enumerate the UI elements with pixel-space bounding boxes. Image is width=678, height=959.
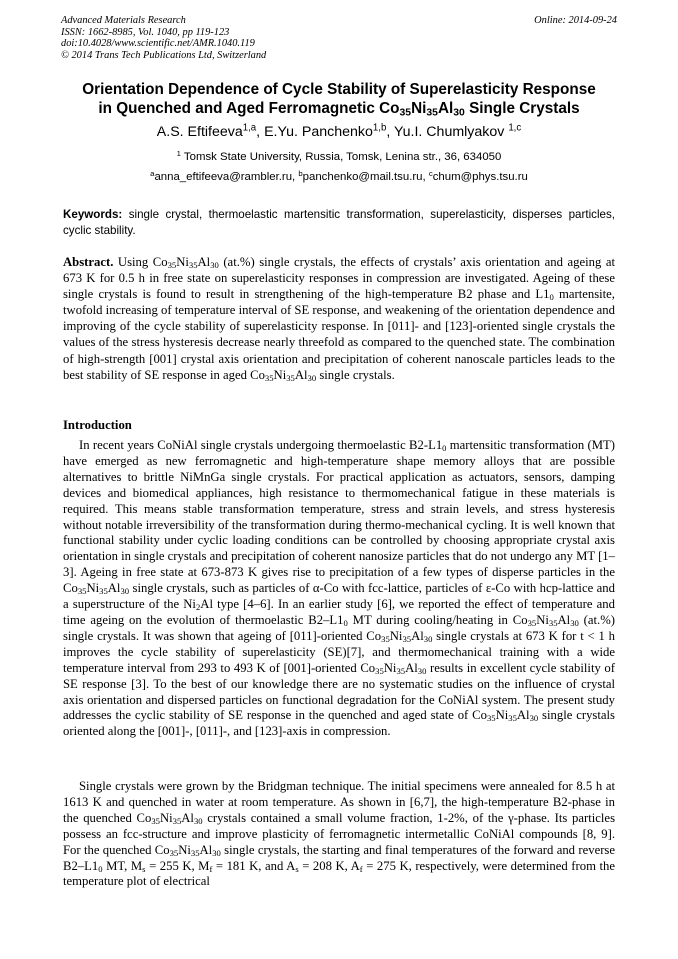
subscript: 35 (402, 634, 412, 645)
subscript: 30 (417, 665, 427, 676)
subscript: 35 (396, 665, 406, 676)
paragraph-text: Al (405, 660, 418, 675)
paragraph-text: In recent years CoNiAl single crystals undergoing thermoelastic B2-L1 (79, 438, 443, 452)
author-name: Yu.I. Chumlyakov (393, 124, 509, 140)
paragraph-text: = 275 K, respectively, were determined from the temperature plot of electrical (63, 858, 615, 889)
email-link[interactable]: chum@phys.tsu.ru (432, 171, 528, 183)
author-affiliation-mark: 1,c (508, 122, 522, 134)
author-affiliation-mark: 1,b (372, 122, 387, 134)
subscript: 35 (77, 586, 87, 597)
subscript: f (359, 863, 363, 874)
subscript: 2 (195, 602, 201, 613)
intro-paragraph-1 (63, 438, 615, 740)
subscript: 35 (381, 634, 390, 645)
paragraph-text: Al (557, 612, 571, 627)
paragraph-text: Ni (178, 842, 191, 857)
author-emails: $^a$anna_eftifeeva@rambler.ru, $^b$panchenko@mail.tsu.ru, $^c$chum@phys.tsu.ru (150, 168, 528, 183)
paragraph-text: Al (516, 708, 530, 723)
subscript: 35 (190, 847, 200, 858)
paper-title (40, 80, 638, 118)
paragraph-text: Ni (159, 810, 173, 825)
subscript: 0 (98, 863, 103, 874)
paragraph-text: Ni (536, 612, 549, 627)
section-heading-introduction: Introduction (63, 418, 132, 432)
subscript: 35 (169, 847, 179, 858)
paragraph-text: crystals contained a small volume fraction, 1-2%, of the γ-phase. Its particles possess an fcc-structure and improve plasticity of ferromagnetic intermetallic CoNiAl compounds [8, 9]. For the quenched Co (63, 810, 616, 857)
doi-line: doi:10.4028/www.scientific.net/AMR.1040.119 (61, 38, 255, 50)
subscript: 35 (486, 713, 496, 724)
paragraph-text: Ni (86, 581, 100, 596)
paragraph-text: Al (199, 842, 213, 857)
subscript: 30 (120, 586, 130, 597)
paragraph-text: MT during cooling/heating in Co (347, 612, 528, 627)
journal-name: Advanced Materials Research (61, 15, 186, 26)
subscript: 30 (423, 634, 433, 645)
subscript: 35 (508, 713, 517, 724)
paragraph-text: single crystals at 673 K for t < 1 h improves the cycle stability of superelasticity (SE)[7], and thermomechanical training with a wide temperature interval from 293 to 493 K of [001]-oriented Co (63, 628, 616, 675)
paragraph-text: Al (107, 581, 121, 596)
title-line-1: Orientation Dependence of Cycle Stability of Superelasticity Response (82, 81, 596, 98)
paragraph-text: Single crystals were grown by the Bridgman technique. The initial specimens were annealed for 8.5 h at 1613 K and quenched in water at room temperature. As shown in [6,7], the high-temperature B2-phase in the quenched Co (63, 779, 615, 825)
subscript: 35 (548, 618, 558, 629)
subscript: s (295, 863, 299, 874)
paragraph-text: = 255 K, M (145, 858, 210, 873)
title-line-2: in Quenched and Aged Ferromagnetic $Co_{35}Ni_{35}Al_{30}$ Single Crystals (98, 100, 580, 119)
subscript: 35 (375, 665, 384, 676)
paragraph-text: Ni (383, 660, 397, 675)
affiliation: $^1$ Tomsk State University, Russia, Tomsk, Lenina str., 36, 634050 (176, 148, 502, 163)
paragraph-text: MT, M (102, 858, 143, 873)
paragraph-text: Al (411, 628, 424, 643)
subscript: 0 (442, 443, 447, 454)
paragraph-text: = 181 K, and A (212, 858, 296, 873)
keywords: Keywords: single crystal, thermoelastic martensitic transformation, superelasticity, disperses particles, cyclic stability. (63, 208, 615, 237)
paragraph-text: Al (181, 810, 194, 825)
paragraph-text: single crystals, such as particles of α-Co with fcc-lattice, particles of ε-Co with hcp-lattice and a superstructure of the Ni (63, 581, 615, 612)
email-link[interactable]: panchenko@mail.tsu.ru, (302, 171, 429, 183)
abstract: Abstract. Using $Co_{35}Ni_{35}Al_{30}$ (at.%) single crystals, the effects of crystals’ axis orientation and ageing at 673 K for 0.5 h in free state on superelasticity responses in compression are investigated. Ageing of these single crystals is found to result in strengthening of the high-temperature B2 phase and $L1_0$ martensite, twofold increasing of temperature interval of SE response, and weakening of the orientation dependence and improving of the cycle stability of superelasticity response. In [011]- and [123]-oriented single crystals the values of the stress hysteresis decrease nearly threefold as compared to the quenched state. The combination of high-strength [001] crystal axis orientation and precipitation of coherent nanoscale particles leads to the best stability of SE response in aged $Co_{35}Ni_{35}Al_{30}$ single crystals. (63, 255, 616, 383)
abstract-label: Abstract. (63, 255, 114, 269)
paragraph-text: Ni (495, 708, 509, 723)
author-list: A.S. Eftifeeva$^{1,a}$, E.Yu. Panchenko$^{1,b}$, Yu.I. Chumlyakov $^{1,c}$ (156, 122, 522, 140)
paragraph-text: Al type [4–6]. In an earlier study [6], we reported the effect of temperature and time ageing on the evolution of thermoelastic B2–L1 (63, 597, 615, 627)
subscript: 0 (343, 618, 348, 629)
subscript: 30 (570, 618, 579, 629)
subscript: 30 (529, 713, 539, 724)
subscript: 30 (193, 815, 203, 826)
paragraph-text: single crystals oriented along the [001]-, [011]-, and [123]-axis in compression. (63, 708, 615, 739)
subscript: 30 (212, 847, 221, 858)
copyright-line: © 2014 Trans Tech Publications Ltd, Switzerland (61, 49, 267, 61)
author-name: A.S. Eftifeeva (156, 124, 243, 140)
paragraph-text: Ni (389, 628, 403, 643)
subscript: 35 (151, 815, 160, 826)
keywords-label: Keywords: (63, 208, 123, 221)
subscript: s (142, 863, 146, 874)
online-date: Online: 2014-09-24 (534, 15, 617, 26)
issn-line: ISSN: 1662-8985, Vol. 1040, pp 119-123 (61, 26, 230, 38)
author-name: E.Yu. Panchenko (264, 124, 373, 140)
paragraph-text: single crystals, the starting and final temperatures of the forward and reverse B2–L1 (63, 842, 615, 873)
subscript: 35 (527, 618, 537, 629)
paragraph-text: results in excellent cycle stability of SE response [3]. To the best of our knowledge there are no systematic studies on the influence of crystal axis orientation and dispersed particles on functional degradation for the CoNiAl system. The present study addresses the cyclic stability of SE response in the quenched and aged state of Co (63, 660, 615, 723)
running-header (61, 15, 617, 61)
subscript: f (209, 863, 213, 874)
paragraph-text: martensitic transformation (MT) have emerged as new ferromagnetic and high-temperature shape memory alloys that are possible alternatives to brittle NiMnGa single crystals. For practical application as actuators, sensors, damping devices and biomedical appliances, high resistance to thermomechanical fatigue in these materials is required. This means stable transformation temperature, stress and strain levels, and stress hysteresis without notable irreversibility of the transformation during thermo-mechanical cycling. It is well known that functional stability under cyclic loading conditions can be controlled by choosing appropriate crystal axis orientation in single crystals and precipitation of coherent nanosize particles that do not undergo any MT [1–3]. Ageing in free state at 673-873 K gives rise to precipitation of a few types of disperse particles in the Co (63, 438, 615, 596)
author-affiliation-mark: 1,a (242, 122, 257, 134)
email-link[interactable]: anna_eftifeeva@rambler.ru, (154, 171, 299, 183)
subscript: 35 (172, 815, 182, 826)
subscript: 35 (99, 586, 108, 597)
paragraph-text: (at.%) single crystals. It was shown that ageing of [011]-oriented Co (63, 612, 615, 643)
intro-paragraph-2 (63, 779, 615, 890)
paragraph-text: = 208 K, A (298, 858, 360, 873)
